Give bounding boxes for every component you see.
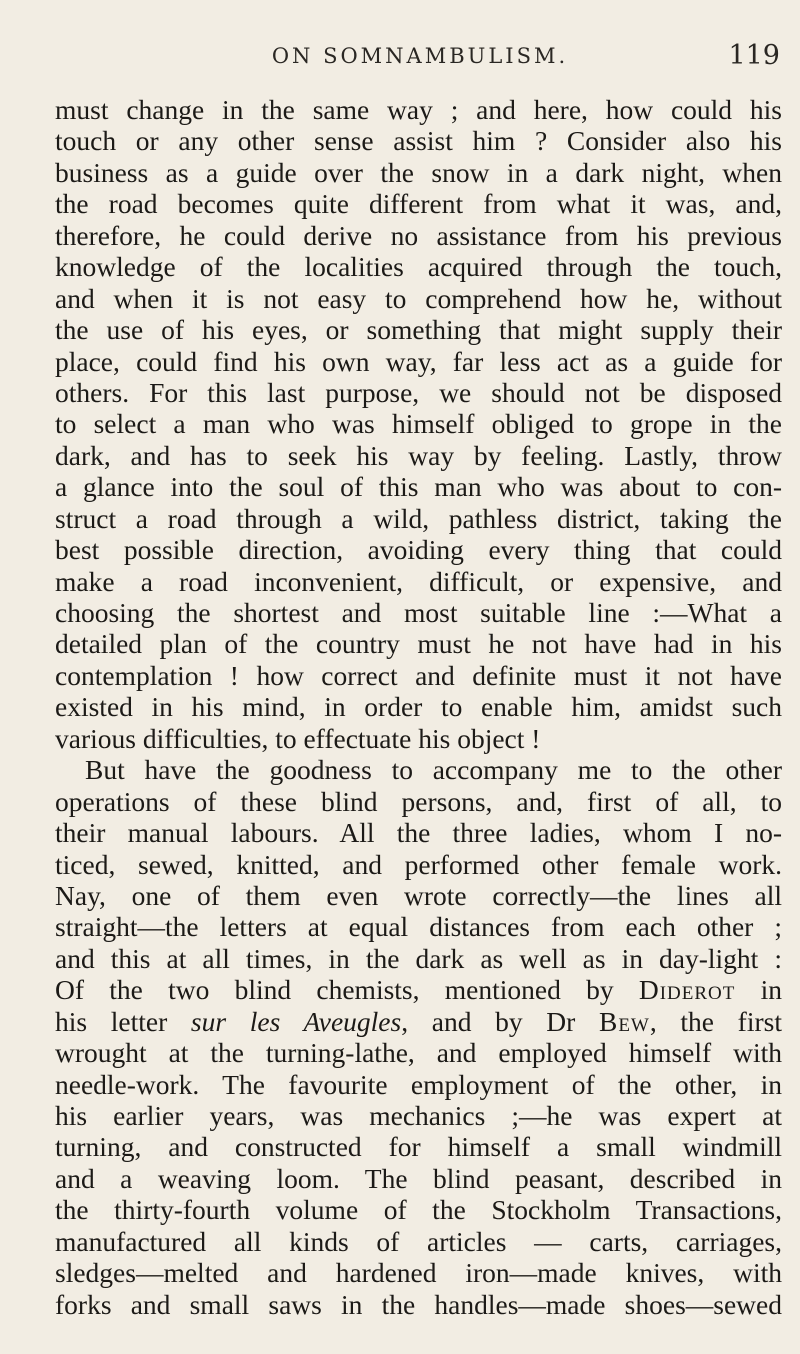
text-line: place, could find his own way, far less act as a guide for — [55, 345, 782, 377]
text-fragment: , and by Dr — [401, 1005, 599, 1037]
text-line: sledges—melted and hardened iron—made knives, with — [55, 1257, 782, 1289]
text-line: and when it is not easy to comprehend how he, without — [55, 282, 782, 314]
text-fragment: in — [735, 974, 782, 1006]
text-line: existed in his mind, in order to enable him, amidst such — [55, 691, 782, 723]
text-fragment: Of the two blind chemists, mentioned by — [55, 974, 639, 1006]
text-line: manufactured all kinds of articles — carts, carriages, — [55, 1225, 782, 1257]
text-line: wrought at the turning-lathe, and employed himself with — [55, 1037, 782, 1069]
text-line: ticed, sewed, knitted, and performed other female work. — [55, 848, 782, 880]
italic-title-sur-les-aveugles: sur les Aveugles — [190, 1005, 402, 1037]
text-line: and this at all times, in the dark as well as in day-light : — [55, 942, 782, 974]
body-text — [55, 94, 782, 1320]
text-line: detailed plan of the country must he not have had in his — [55, 628, 782, 660]
author-name-bew: Bew — [598, 1005, 650, 1037]
text-line: to select a man who was himself obliged to grope in the — [55, 408, 782, 440]
text-line: his earlier years, was mechanics ;—he was expert at — [55, 1100, 782, 1131]
text-line: contemplation ! how correct and definite must it not have — [55, 659, 782, 691]
text-line: best possible direction, avoiding every thing that could — [55, 534, 782, 566]
text-line: their manual labours. All the three ladies, whom I no- — [55, 817, 782, 849]
text-line: a glance into the soul of this man who was about to con- — [55, 471, 782, 503]
author-name-diderot: Diderot — [638, 974, 736, 1006]
text-line: struct a road through a wild, pathless district, taking the — [55, 502, 782, 534]
text-line: needle-work. The favourite employment of the other, in — [55, 1068, 782, 1100]
text-line: the thirty-fourth volume of the Stockholm Transactions, — [55, 1194, 782, 1226]
text-line: turning, and constructed for himself a small windmill — [55, 1131, 782, 1163]
text-line: forks and small saws in the handles—made shoes—sewed — [55, 1288, 782, 1320]
running-title: ON SOMNAMBULISM. — [271, 44, 569, 68]
text-line: must change in the same way ; and here, how could his — [55, 94, 782, 125]
paragraph-end-line: various difficulties, to effectuate his object ! — [55, 722, 541, 754]
text-line: the road becomes quite different from what it was, and, — [55, 188, 782, 220]
text-line-diderot — [55, 974, 782, 1005]
text-line: choosing the shortest and most suitable line :—What a — [55, 597, 782, 628]
text-line: knowledge of the localities acquired through the touch, — [55, 251, 782, 283]
text-line: dark, and has to seek his way by feeling. Lastly, throw — [55, 439, 782, 471]
text-line: others. For this last purpose, we should not be disposed — [55, 376, 782, 408]
page-number: 119 — [728, 40, 780, 71]
text-line: Nay, one of them even wrote correctly—the lines all — [55, 879, 782, 911]
text-line: touch or any other sense assist him ? Consider also his — [55, 125, 782, 157]
running-head — [60, 40, 780, 84]
text-fragment: , the first — [649, 1005, 782, 1037]
text-line: business as a guide over the snow in a dark night, when — [55, 156, 782, 188]
text-line-bew — [55, 1006, 782, 1037]
text-fragment: his letter — [55, 1005, 191, 1037]
text-line: straight—the letters at equal distances from each other ; — [55, 911, 782, 943]
text-line: the use of his eyes, or something that might supply their — [55, 314, 782, 346]
text-line: operations of these blind persons, and, first of all, to — [55, 785, 782, 817]
text-line: and a weaving loom. The blind peasant, described in — [55, 1162, 782, 1194]
text-line: make a road inconvenient, difficult, or expensive, and — [55, 565, 782, 597]
paragraph-start-line: But have the goodness to accompany me to the other — [85, 754, 782, 786]
text-line: therefore, he could derive no assistance from his previous — [55, 219, 782, 251]
